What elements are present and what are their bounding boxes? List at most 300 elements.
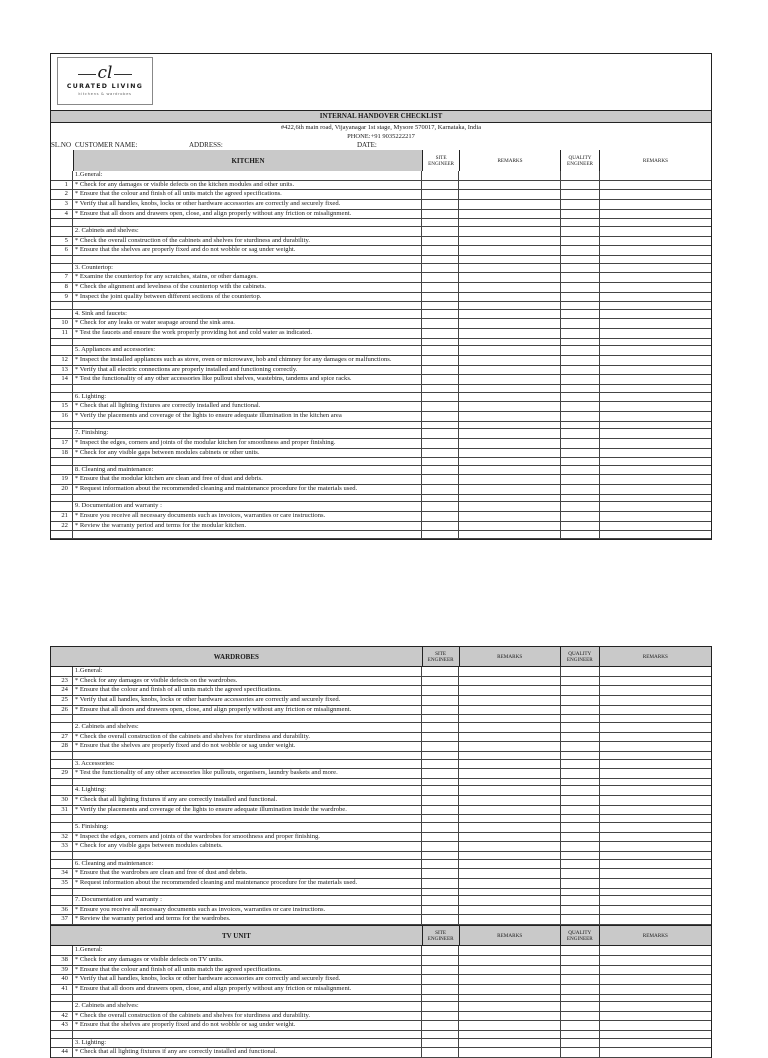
site-remarks-cell[interactable]: [459, 879, 561, 888]
site-engineer-check-cell[interactable]: [422, 723, 459, 732]
site-engineer-check-cell[interactable]: [422, 439, 459, 448]
site-remarks-cell[interactable]: [459, 852, 561, 859]
site-engineer-check-cell[interactable]: [422, 833, 459, 842]
site-engineer-check-cell[interactable]: [422, 946, 459, 955]
site-remarks-cell[interactable]: [459, 696, 561, 705]
quality-engineer-check-cell[interactable]: [561, 522, 600, 531]
site-engineer-check-cell[interactable]: [422, 1002, 459, 1011]
site-remarks-cell[interactable]: [459, 402, 561, 411]
site-engineer-check-cell[interactable]: [422, 696, 459, 705]
site-engineer-check-cell[interactable]: [422, 1039, 459, 1048]
quality-engineer-check-cell[interactable]: [561, 466, 600, 475]
site-remarks-cell[interactable]: [459, 256, 561, 263]
quality-engineer-check-cell[interactable]: [561, 852, 600, 859]
site-remarks-cell[interactable]: [459, 449, 561, 458]
site-engineer-check-cell[interactable]: [422, 319, 459, 328]
site-engineer-check-cell[interactable]: [422, 985, 459, 994]
quality-remarks-cell[interactable]: [600, 475, 711, 484]
site-engineer-check-cell[interactable]: [422, 475, 459, 484]
quality-engineer-check-cell[interactable]: [561, 760, 600, 769]
site-engineer-check-cell[interactable]: [422, 449, 459, 458]
site-engineer-check-cell[interactable]: [422, 210, 459, 219]
site-remarks-cell[interactable]: [459, 677, 561, 686]
quality-engineer-check-cell[interactable]: [561, 319, 600, 328]
site-remarks-cell[interactable]: [459, 889, 561, 896]
quality-engineer-check-cell[interactable]: [561, 227, 600, 236]
quality-engineer-check-cell[interactable]: [561, 439, 600, 448]
quality-remarks-cell[interactable]: [600, 915, 711, 924]
quality-engineer-check-cell[interactable]: [561, 769, 600, 778]
site-engineer-check-cell[interactable]: [422, 1031, 459, 1038]
quality-engineer-check-cell[interactable]: [561, 686, 600, 695]
site-engineer-check-cell[interactable]: [422, 706, 459, 715]
quality-remarks-cell[interactable]: [600, 852, 711, 859]
site-remarks-cell[interactable]: [459, 752, 561, 759]
quality-engineer-check-cell[interactable]: [561, 210, 600, 219]
site-engineer-check-cell[interactable]: [422, 227, 459, 236]
quality-engineer-check-cell[interactable]: [561, 302, 600, 309]
site-remarks-cell[interactable]: [459, 742, 561, 751]
site-remarks-cell[interactable]: [459, 429, 561, 438]
quality-remarks-cell[interactable]: [600, 393, 711, 402]
site-engineer-check-cell[interactable]: [422, 779, 459, 786]
quality-remarks-cell[interactable]: [600, 815, 711, 822]
quality-engineer-check-cell[interactable]: [561, 896, 600, 905]
quality-remarks-cell[interactable]: [600, 310, 711, 319]
site-remarks-cell[interactable]: [459, 715, 561, 722]
site-remarks-cell[interactable]: [459, 502, 561, 511]
quality-remarks-cell[interactable]: [600, 667, 711, 676]
site-engineer-check-cell[interactable]: [422, 842, 459, 851]
quality-engineer-check-cell[interactable]: [561, 422, 600, 429]
site-remarks-cell[interactable]: [459, 956, 561, 965]
site-engineer-check-cell[interactable]: [422, 339, 459, 346]
site-engineer-check-cell[interactable]: [422, 485, 459, 494]
site-engineer-check-cell[interactable]: [422, 273, 459, 282]
quality-remarks-cell[interactable]: [600, 946, 711, 955]
quality-engineer-check-cell[interactable]: [561, 190, 600, 199]
site-engineer-check-cell[interactable]: [422, 522, 459, 531]
site-remarks-cell[interactable]: [459, 522, 561, 531]
quality-remarks-cell[interactable]: [600, 806, 711, 815]
quality-remarks-cell[interactable]: [600, 677, 711, 686]
quality-engineer-check-cell[interactable]: [561, 677, 600, 686]
site-engineer-check-cell[interactable]: [422, 667, 459, 676]
site-remarks-cell[interactable]: [459, 915, 561, 924]
site-engineer-check-cell[interactable]: [422, 302, 459, 309]
site-engineer-check-cell[interactable]: [422, 752, 459, 759]
site-remarks-cell[interactable]: [459, 356, 561, 365]
quality-engineer-check-cell[interactable]: [561, 485, 600, 494]
site-engineer-check-cell[interactable]: [422, 852, 459, 859]
site-remarks-cell[interactable]: [459, 190, 561, 199]
quality-remarks-cell[interactable]: [600, 1002, 711, 1011]
quality-remarks-cell[interactable]: [600, 985, 711, 994]
site-engineer-check-cell[interactable]: [422, 742, 459, 751]
site-remarks-cell[interactable]: [459, 667, 561, 676]
quality-engineer-check-cell[interactable]: [561, 237, 600, 246]
quality-remarks-cell[interactable]: [600, 715, 711, 722]
quality-remarks-cell[interactable]: [600, 796, 711, 805]
site-engineer-check-cell[interactable]: [422, 715, 459, 722]
site-engineer-check-cell[interactable]: [422, 283, 459, 292]
quality-remarks-cell[interactable]: [600, 706, 711, 715]
site-remarks-cell[interactable]: [459, 246, 561, 255]
quality-engineer-check-cell[interactable]: [561, 733, 600, 742]
site-remarks-cell[interactable]: [459, 1031, 561, 1038]
quality-engineer-check-cell[interactable]: [561, 869, 600, 878]
quality-engineer-check-cell[interactable]: [561, 512, 600, 521]
quality-remarks-cell[interactable]: [600, 512, 711, 521]
site-remarks-cell[interactable]: [459, 339, 561, 346]
quality-remarks-cell[interactable]: [600, 346, 711, 355]
quality-remarks-cell[interactable]: [600, 402, 711, 411]
quality-engineer-check-cell[interactable]: [561, 779, 600, 786]
quality-remarks-cell[interactable]: [600, 723, 711, 732]
quality-remarks-cell[interactable]: [600, 485, 711, 494]
site-remarks-cell[interactable]: [459, 458, 561, 465]
quality-remarks-cell[interactable]: [600, 458, 711, 465]
site-engineer-check-cell[interactable]: [422, 466, 459, 475]
site-engineer-check-cell[interactable]: [422, 458, 459, 465]
quality-remarks-cell[interactable]: [600, 869, 711, 878]
site-engineer-check-cell[interactable]: [422, 393, 459, 402]
site-remarks-cell[interactable]: [459, 171, 561, 180]
site-remarks-cell[interactable]: [459, 531, 561, 538]
quality-engineer-check-cell[interactable]: [561, 1048, 600, 1057]
quality-engineer-check-cell[interactable]: [561, 860, 600, 869]
site-engineer-check-cell[interactable]: [422, 171, 459, 180]
quality-engineer-check-cell[interactable]: [561, 1012, 600, 1021]
site-remarks-cell[interactable]: [459, 946, 561, 955]
quality-engineer-check-cell[interactable]: [561, 786, 600, 795]
site-remarks-cell[interactable]: [459, 310, 561, 319]
site-engineer-check-cell[interactable]: [422, 310, 459, 319]
site-engineer-check-cell[interactable]: [422, 1012, 459, 1021]
site-remarks-cell[interactable]: [459, 975, 561, 984]
site-engineer-check-cell[interactable]: [422, 346, 459, 355]
quality-remarks-cell[interactable]: [600, 190, 711, 199]
quality-remarks-cell[interactable]: [600, 495, 711, 502]
site-remarks-cell[interactable]: [459, 833, 561, 842]
site-remarks-cell[interactable]: [459, 823, 561, 832]
quality-engineer-check-cell[interactable]: [561, 956, 600, 965]
quality-engineer-check-cell[interactable]: [561, 495, 600, 502]
site-engineer-check-cell[interactable]: [422, 1048, 459, 1057]
quality-remarks-cell[interactable]: [600, 1021, 711, 1030]
quality-engineer-check-cell[interactable]: [561, 975, 600, 984]
site-engineer-check-cell[interactable]: [422, 293, 459, 302]
quality-engineer-check-cell[interactable]: [561, 889, 600, 896]
quality-engineer-check-cell[interactable]: [561, 667, 600, 676]
quality-engineer-check-cell[interactable]: [561, 796, 600, 805]
quality-engineer-check-cell[interactable]: [561, 356, 600, 365]
quality-remarks-cell[interactable]: [600, 906, 711, 915]
site-remarks-cell[interactable]: [459, 786, 561, 795]
quality-engineer-check-cell[interactable]: [561, 458, 600, 465]
quality-remarks-cell[interactable]: [600, 842, 711, 851]
quality-engineer-check-cell[interactable]: [561, 715, 600, 722]
quality-engineer-check-cell[interactable]: [561, 264, 600, 273]
site-remarks-cell[interactable]: [459, 760, 561, 769]
quality-engineer-check-cell[interactable]: [561, 879, 600, 888]
quality-engineer-check-cell[interactable]: [561, 531, 600, 538]
site-engineer-check-cell[interactable]: [422, 264, 459, 273]
site-engineer-check-cell[interactable]: [422, 329, 459, 338]
quality-remarks-cell[interactable]: [600, 210, 711, 219]
site-remarks-cell[interactable]: [459, 273, 561, 282]
quality-remarks-cell[interactable]: [600, 181, 711, 190]
site-remarks-cell[interactable]: [459, 237, 561, 246]
site-engineer-check-cell[interactable]: [422, 512, 459, 521]
site-remarks-cell[interactable]: [459, 723, 561, 732]
site-remarks-cell[interactable]: [459, 485, 561, 494]
quality-remarks-cell[interactable]: [600, 1039, 711, 1048]
site-remarks-cell[interactable]: [459, 422, 561, 429]
site-remarks-cell[interactable]: [459, 896, 561, 905]
quality-engineer-check-cell[interactable]: [561, 273, 600, 282]
quality-engineer-check-cell[interactable]: [561, 393, 600, 402]
quality-remarks-cell[interactable]: [600, 329, 711, 338]
quality-remarks-cell[interactable]: [600, 273, 711, 282]
site-engineer-check-cell[interactable]: [422, 200, 459, 209]
site-remarks-cell[interactable]: [459, 200, 561, 209]
quality-remarks-cell[interactable]: [600, 502, 711, 511]
site-engineer-check-cell[interactable]: [422, 686, 459, 695]
site-remarks-cell[interactable]: [459, 319, 561, 328]
site-remarks-cell[interactable]: [459, 393, 561, 402]
site-engineer-check-cell[interactable]: [422, 975, 459, 984]
site-remarks-cell[interactable]: [459, 283, 561, 292]
quality-engineer-check-cell[interactable]: [561, 995, 600, 1002]
site-remarks-cell[interactable]: [459, 1012, 561, 1021]
site-engineer-check-cell[interactable]: [422, 412, 459, 421]
quality-engineer-check-cell[interactable]: [561, 842, 600, 851]
quality-engineer-check-cell[interactable]: [561, 366, 600, 375]
site-engineer-check-cell[interactable]: [422, 246, 459, 255]
quality-remarks-cell[interactable]: [600, 439, 711, 448]
quality-remarks-cell[interactable]: [600, 733, 711, 742]
site-engineer-check-cell[interactable]: [422, 375, 459, 384]
quality-engineer-check-cell[interactable]: [561, 339, 600, 346]
site-engineer-check-cell[interactable]: [422, 995, 459, 1002]
site-remarks-cell[interactable]: [459, 769, 561, 778]
quality-remarks-cell[interactable]: [600, 786, 711, 795]
site-engineer-check-cell[interactable]: [422, 786, 459, 795]
quality-engineer-check-cell[interactable]: [561, 412, 600, 421]
site-remarks-cell[interactable]: [459, 412, 561, 421]
quality-remarks-cell[interactable]: [600, 200, 711, 209]
site-remarks-cell[interactable]: [459, 293, 561, 302]
site-remarks-cell[interactable]: [459, 475, 561, 484]
quality-remarks-cell[interactable]: [600, 256, 711, 263]
site-remarks-cell[interactable]: [459, 686, 561, 695]
site-engineer-check-cell[interactable]: [422, 889, 459, 896]
site-remarks-cell[interactable]: [459, 264, 561, 273]
quality-remarks-cell[interactable]: [600, 879, 711, 888]
quality-remarks-cell[interactable]: [600, 742, 711, 751]
quality-remarks-cell[interactable]: [600, 283, 711, 292]
site-remarks-cell[interactable]: [459, 985, 561, 994]
quality-remarks-cell[interactable]: [600, 293, 711, 302]
quality-engineer-check-cell[interactable]: [561, 329, 600, 338]
site-engineer-check-cell[interactable]: [422, 181, 459, 190]
quality-engineer-check-cell[interactable]: [561, 449, 600, 458]
quality-engineer-check-cell[interactable]: [561, 815, 600, 822]
quality-engineer-check-cell[interactable]: [561, 806, 600, 815]
quality-engineer-check-cell[interactable]: [561, 823, 600, 832]
site-engineer-check-cell[interactable]: [422, 860, 459, 869]
quality-engineer-check-cell[interactable]: [561, 283, 600, 292]
site-remarks-cell[interactable]: [459, 995, 561, 1002]
site-engineer-check-cell[interactable]: [422, 402, 459, 411]
quality-remarks-cell[interactable]: [600, 860, 711, 869]
quality-remarks-cell[interactable]: [600, 522, 711, 531]
quality-engineer-check-cell[interactable]: [561, 742, 600, 751]
quality-remarks-cell[interactable]: [600, 769, 711, 778]
quality-remarks-cell[interactable]: [600, 302, 711, 309]
site-engineer-check-cell[interactable]: [422, 422, 459, 429]
quality-remarks-cell[interactable]: [600, 246, 711, 255]
site-engineer-check-cell[interactable]: [422, 385, 459, 392]
site-remarks-cell[interactable]: [459, 796, 561, 805]
site-engineer-check-cell[interactable]: [422, 1021, 459, 1030]
site-remarks-cell[interactable]: [459, 1002, 561, 1011]
site-engineer-check-cell[interactable]: [422, 869, 459, 878]
quality-engineer-check-cell[interactable]: [561, 706, 600, 715]
quality-remarks-cell[interactable]: [600, 1012, 711, 1021]
site-remarks-cell[interactable]: [459, 706, 561, 715]
site-remarks-cell[interactable]: [459, 512, 561, 521]
quality-remarks-cell[interactable]: [600, 227, 711, 236]
site-remarks-cell[interactable]: [459, 385, 561, 392]
quality-remarks-cell[interactable]: [600, 449, 711, 458]
site-engineer-check-cell[interactable]: [422, 366, 459, 375]
site-engineer-check-cell[interactable]: [422, 915, 459, 924]
site-remarks-cell[interactable]: [459, 466, 561, 475]
site-engineer-check-cell[interactable]: [422, 237, 459, 246]
site-engineer-check-cell[interactable]: [422, 823, 459, 832]
quality-remarks-cell[interactable]: [600, 1048, 711, 1057]
site-engineer-check-cell[interactable]: [422, 502, 459, 511]
quality-engineer-check-cell[interactable]: [561, 171, 600, 180]
site-remarks-cell[interactable]: [459, 439, 561, 448]
quality-remarks-cell[interactable]: [600, 696, 711, 705]
site-remarks-cell[interactable]: [459, 1048, 561, 1057]
quality-remarks-cell[interactable]: [600, 779, 711, 786]
site-remarks-cell[interactable]: [459, 1021, 561, 1030]
quality-engineer-check-cell[interactable]: [561, 402, 600, 411]
site-remarks-cell[interactable]: [459, 375, 561, 384]
quality-remarks-cell[interactable]: [600, 833, 711, 842]
quality-engineer-check-cell[interactable]: [561, 293, 600, 302]
quality-engineer-check-cell[interactable]: [561, 1002, 600, 1011]
quality-engineer-check-cell[interactable]: [561, 256, 600, 263]
site-remarks-cell[interactable]: [459, 329, 561, 338]
site-engineer-check-cell[interactable]: [422, 815, 459, 822]
quality-remarks-cell[interactable]: [600, 219, 711, 226]
quality-remarks-cell[interactable]: [600, 264, 711, 273]
site-remarks-cell[interactable]: [459, 302, 561, 309]
quality-remarks-cell[interactable]: [600, 889, 711, 896]
quality-engineer-check-cell[interactable]: [561, 833, 600, 842]
site-engineer-check-cell[interactable]: [422, 429, 459, 438]
quality-remarks-cell[interactable]: [600, 823, 711, 832]
site-remarks-cell[interactable]: [459, 779, 561, 786]
quality-remarks-cell[interactable]: [600, 385, 711, 392]
quality-remarks-cell[interactable]: [600, 319, 711, 328]
site-remarks-cell[interactable]: [459, 219, 561, 226]
site-engineer-check-cell[interactable]: [422, 966, 459, 975]
site-engineer-check-cell[interactable]: [422, 956, 459, 965]
quality-engineer-check-cell[interactable]: [561, 906, 600, 915]
quality-remarks-cell[interactable]: [600, 956, 711, 965]
site-remarks-cell[interactable]: [459, 227, 561, 236]
quality-engineer-check-cell[interactable]: [561, 723, 600, 732]
quality-remarks-cell[interactable]: [600, 429, 711, 438]
quality-engineer-check-cell[interactable]: [561, 310, 600, 319]
quality-remarks-cell[interactable]: [600, 995, 711, 1002]
site-remarks-cell[interactable]: [459, 346, 561, 355]
quality-remarks-cell[interactable]: [600, 686, 711, 695]
site-engineer-check-cell[interactable]: [422, 219, 459, 226]
site-engineer-check-cell[interactable]: [422, 896, 459, 905]
site-remarks-cell[interactable]: [459, 733, 561, 742]
quality-engineer-check-cell[interactable]: [561, 1021, 600, 1030]
site-remarks-cell[interactable]: [459, 869, 561, 878]
quality-engineer-check-cell[interactable]: [561, 200, 600, 209]
quality-remarks-cell[interactable]: [600, 356, 711, 365]
quality-engineer-check-cell[interactable]: [561, 696, 600, 705]
quality-engineer-check-cell[interactable]: [561, 429, 600, 438]
site-remarks-cell[interactable]: [459, 366, 561, 375]
quality-remarks-cell[interactable]: [600, 366, 711, 375]
quality-engineer-check-cell[interactable]: [561, 475, 600, 484]
quality-engineer-check-cell[interactable]: [561, 752, 600, 759]
quality-engineer-check-cell[interactable]: [561, 966, 600, 975]
quality-remarks-cell[interactable]: [600, 531, 711, 538]
quality-engineer-check-cell[interactable]: [561, 985, 600, 994]
site-remarks-cell[interactable]: [459, 906, 561, 915]
quality-engineer-check-cell[interactable]: [561, 181, 600, 190]
site-engineer-check-cell[interactable]: [422, 760, 459, 769]
site-engineer-check-cell[interactable]: [422, 356, 459, 365]
site-engineer-check-cell[interactable]: [422, 879, 459, 888]
quality-remarks-cell[interactable]: [600, 1031, 711, 1038]
site-remarks-cell[interactable]: [459, 495, 561, 502]
quality-remarks-cell[interactable]: [600, 422, 711, 429]
quality-engineer-check-cell[interactable]: [561, 246, 600, 255]
site-remarks-cell[interactable]: [459, 1039, 561, 1048]
quality-remarks-cell[interactable]: [600, 966, 711, 975]
site-remarks-cell[interactable]: [459, 860, 561, 869]
quality-remarks-cell[interactable]: [600, 975, 711, 984]
site-engineer-check-cell[interactable]: [422, 190, 459, 199]
site-remarks-cell[interactable]: [459, 842, 561, 851]
site-engineer-check-cell[interactable]: [422, 677, 459, 686]
quality-engineer-check-cell[interactable]: [561, 375, 600, 384]
quality-engineer-check-cell[interactable]: [561, 502, 600, 511]
quality-remarks-cell[interactable]: [600, 752, 711, 759]
site-remarks-cell[interactable]: [459, 210, 561, 219]
quality-engineer-check-cell[interactable]: [561, 346, 600, 355]
site-engineer-check-cell[interactable]: [422, 769, 459, 778]
site-remarks-cell[interactable]: [459, 966, 561, 975]
quality-remarks-cell[interactable]: [600, 466, 711, 475]
quality-engineer-check-cell[interactable]: [561, 946, 600, 955]
quality-engineer-check-cell[interactable]: [561, 219, 600, 226]
quality-engineer-check-cell[interactable]: [561, 1039, 600, 1048]
